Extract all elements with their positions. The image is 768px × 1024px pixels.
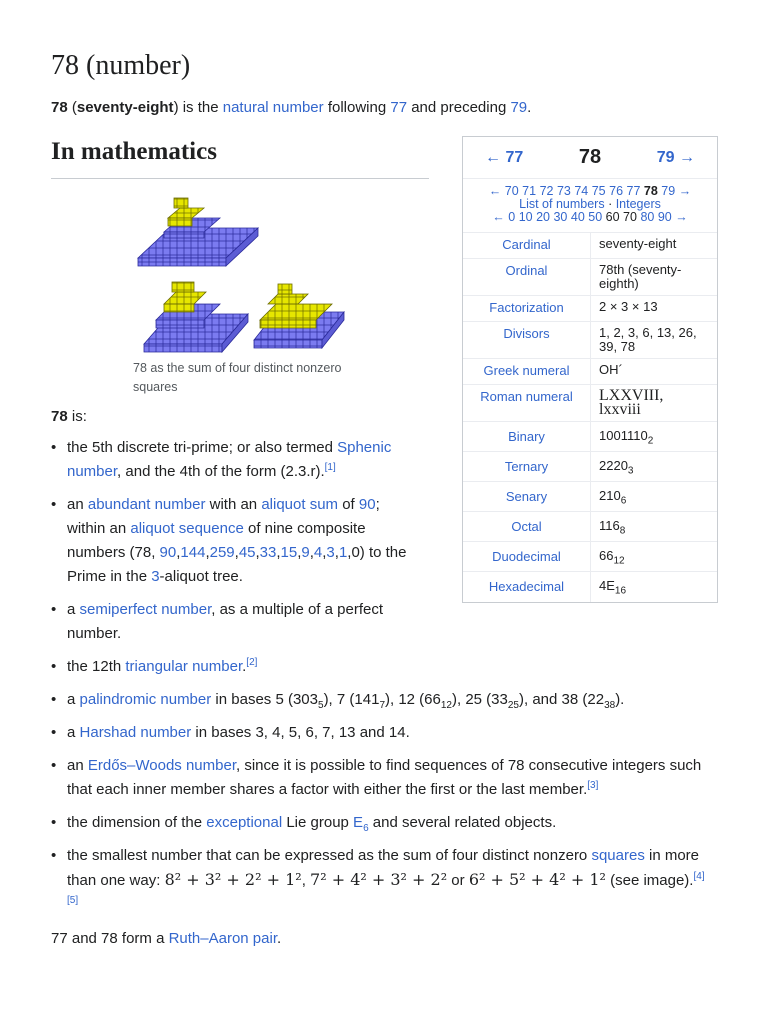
- fact-text: ; within an: [67, 496, 380, 537]
- nav-tens-40[interactable]: 40: [570, 210, 585, 224]
- pyramid-top: [138, 198, 258, 266]
- fact-text: an: [67, 757, 88, 774]
- nav-tens-70: 70: [623, 210, 637, 224]
- intro-text: and preceding: [407, 99, 511, 116]
- infobox-label-roman-numeral[interactable]: Roman numeral: [463, 385, 591, 421]
- reference-link[interactable]: [1]: [324, 462, 336, 473]
- infobox-label-ordinal[interactable]: Ordinal: [463, 259, 591, 295]
- infobox-label-greek-numeral[interactable]: Greek numeral: [463, 359, 591, 384]
- nav-current-number: 78: [643, 184, 658, 198]
- sequence-comma: ,: [297, 544, 302, 561]
- number-infobox: [462, 136, 718, 603]
- pyramid-bottom-left: [144, 282, 248, 352]
- nav-number-74[interactable]: 74: [574, 184, 589, 198]
- nav-tens-80[interactable]: 80: [640, 210, 655, 224]
- infobox-value-factorization: [591, 296, 717, 321]
- infobox-header: [463, 137, 717, 179]
- link-77[interactable]: 77: [390, 99, 408, 116]
- infobox-value-senary: [591, 482, 717, 511]
- section-heading-mathematics: In mathematics: [51, 138, 429, 179]
- nav-tens-prev-arrow[interactable]: ←: [492, 210, 505, 224]
- list-item: [51, 436, 417, 484]
- link-3[interactable]: 3: [151, 568, 160, 585]
- sequence-link-90[interactable]: 90: [159, 544, 177, 561]
- fact-text: the 5th discrete tri-prime; or also termed: [67, 439, 338, 456]
- sequence-comma: ,: [176, 544, 181, 561]
- is-line-bold: 78: [51, 408, 68, 425]
- fact-text: (see image).: [605, 872, 694, 889]
- infobox-row-factorization: [463, 296, 717, 322]
- infobox-value-text: seventy-eight: [599, 236, 677, 251]
- nav-number-73[interactable]: 73: [556, 184, 571, 198]
- fact-text: ), 25 (33: [452, 691, 508, 708]
- infobox-value-text: 2220: [599, 458, 628, 473]
- infobox-row-ordinal: [463, 259, 717, 296]
- sequence-comma: ,: [276, 544, 281, 561]
- nav-prev-arrow[interactable]: ←: [488, 184, 502, 198]
- nav-tens-0[interactable]: 0: [508, 210, 516, 224]
- nav-number-79[interactable]: 79: [661, 184, 676, 198]
- next-number-link[interactable]: 79 →: [656, 148, 695, 166]
- infobox-row-ternary: [463, 452, 717, 482]
- infobox-value-text: 4E: [599, 578, 615, 593]
- nav-tens-30[interactable]: 30: [553, 210, 568, 224]
- infobox-row-cardinal: [463, 233, 717, 259]
- math-expression: 7² + 4² + 3² + 2²: [310, 870, 448, 889]
- infobox-value-greek-numeral: [591, 359, 717, 384]
- ruth-aaron-paragraph: [51, 930, 281, 947]
- infobox-value-ordinal: [591, 259, 717, 295]
- harshad-number-link[interactable]: Harshad number: [79, 724, 192, 741]
- sequence-comma: ,: [334, 544, 339, 561]
- fact-text: a: [67, 601, 80, 618]
- nav-next-arrow[interactable]: →: [678, 184, 692, 198]
- nav-number-70[interactable]: 70: [504, 184, 519, 198]
- nav-number-77[interactable]: 77: [626, 184, 641, 198]
- infobox-navigation: [463, 179, 717, 233]
- fact-text: or: [447, 872, 469, 889]
- base-subscript: 3: [627, 465, 634, 477]
- aliquot-sequence-link[interactable]: aliquot sequence: [130, 520, 244, 537]
- abundant-number-link[interactable]: abundant number: [87, 496, 206, 513]
- natural-number-link[interactable]: natural number: [222, 99, 324, 116]
- infobox-label-duodecimal[interactable]: Duodecimal: [463, 542, 591, 571]
- sequence-link-259[interactable]: 259: [209, 544, 235, 561]
- intro-text: ) is the: [173, 99, 223, 116]
- fact-text: ), 7 (141: [323, 691, 380, 708]
- list-item: [51, 721, 711, 745]
- sequence-link-45[interactable]: 45: [238, 544, 256, 561]
- infobox-value-text: 78th (seventy-eighth): [599, 262, 682, 291]
- fact-text: an: [67, 496, 88, 513]
- fact-text: of nine composite numbers (78,: [67, 520, 366, 561]
- infobox-value-binary: [591, 422, 717, 451]
- intro-text: (: [67, 99, 77, 116]
- semiperfect-number-link[interactable]: semiperfect number: [79, 601, 212, 618]
- fact-text: ), 12 (66: [385, 691, 441, 708]
- sequence-link-144[interactable]: 144: [180, 544, 206, 561]
- triangular-number-link[interactable]: triangular number: [125, 658, 243, 675]
- list-item: [51, 754, 711, 802]
- base-subscript: 7: [379, 700, 385, 711]
- intro-bold-words: seventy-eight: [76, 99, 174, 116]
- infobox-label-divisors[interactable]: Divisors: [463, 322, 591, 358]
- aliquot-sequence-links: [160, 544, 348, 561]
- page-title: 78 (number): [51, 50, 191, 81]
- squares-link[interactable]: squares: [591, 847, 645, 864]
- fact-text: ,: [301, 872, 311, 889]
- base-subscript: 12: [440, 700, 452, 711]
- exceptional-link[interactable]: exceptional: [206, 814, 283, 831]
- fact-text: with an: [205, 496, 262, 513]
- is-line: [51, 408, 87, 425]
- list-item: [51, 844, 711, 917]
- base-subscript: 16: [614, 585, 627, 597]
- link-90[interactable]: 90: [358, 496, 376, 513]
- infobox-label-cardinal[interactable]: Cardinal: [463, 233, 591, 258]
- base-subscript: 38: [604, 700, 616, 711]
- base-subscript: 25: [507, 700, 519, 711]
- infobox-value-hexadecimal: [591, 572, 717, 602]
- infobox-row-senary: [463, 482, 717, 512]
- math-expression: 6² + 5² + 4² + 1²: [468, 870, 606, 889]
- list-item: [51, 655, 711, 679]
- fact-text: ,0) to the Prime in the: [67, 544, 407, 585]
- infobox-value-text: 66: [599, 548, 614, 563]
- fact-text: the dimension of the: [67, 814, 207, 831]
- infobox-label-factorization[interactable]: Factorization: [463, 296, 591, 321]
- list-item: [51, 493, 417, 589]
- fact-text: , as a multiple of a perfect number.: [67, 601, 384, 642]
- infobox-row-duodecimal: [463, 542, 717, 572]
- infobox-row-divisors: [463, 322, 717, 359]
- nav-number-71[interactable]: 71: [522, 184, 537, 198]
- intro-paragraph: [51, 98, 531, 118]
- sequence-link-33[interactable]: 33: [259, 544, 277, 561]
- nav-tens-20[interactable]: 20: [536, 210, 550, 224]
- link-79[interactable]: 79: [510, 99, 528, 116]
- fact-text: in more than one way:: [67, 847, 700, 889]
- intro-text: following: [323, 99, 391, 116]
- nav-tens-60: 60: [605, 210, 620, 224]
- infobox-row-greek-numeral: [463, 359, 717, 385]
- fact-text: .: [242, 658, 247, 675]
- sequence-comma: ,: [255, 544, 260, 561]
- sequence-link-3[interactable]: 3: [326, 544, 335, 561]
- infobox-label-senary[interactable]: Senary: [463, 482, 591, 511]
- infobox-value-text: 116: [599, 518, 620, 533]
- infobox-value-text: 2 × 3 × 13: [599, 299, 658, 314]
- infobox-value-octal: [591, 512, 717, 541]
- infobox-value-text: 1001110: [599, 428, 648, 443]
- sequence-comma: ,: [205, 544, 210, 561]
- nav-tens-next-arrow[interactable]: →: [675, 210, 688, 224]
- nav-tens-10[interactable]: 10: [518, 210, 533, 224]
- nav-tens-row: [463, 211, 717, 224]
- nav-separator: ·: [604, 197, 616, 211]
- fact-text: , and the 4th of the form (2.3.r).: [117, 463, 325, 480]
- reference-link[interactable]: [3]: [587, 780, 599, 791]
- sphenic-number-link[interactable]: Sphenic number: [67, 439, 392, 480]
- cube-pyramids-image: [128, 192, 358, 357]
- base-subscript: 5: [318, 700, 324, 711]
- nav-number-72[interactable]: 72: [539, 184, 554, 198]
- ruth-text: .: [276, 930, 282, 947]
- infobox-label-hexadecimal[interactable]: Hexadecimal: [463, 572, 591, 602]
- fact-text: Lie group: [282, 814, 354, 831]
- fact-text: a: [67, 691, 80, 708]
- math-expression: 8² + 3² + 2² + 1²: [164, 870, 302, 889]
- base-subscript: 8: [619, 525, 626, 537]
- fact-text: the 12th: [67, 658, 126, 675]
- infobox-row-binary: [463, 422, 717, 452]
- ruth-text: 77 and 78 form a: [51, 930, 169, 947]
- sequence-link-1[interactable]: 1: [338, 544, 348, 561]
- sequence-link-4[interactable]: 4: [313, 544, 323, 561]
- infobox-value-text: ΟΗ´: [599, 362, 623, 377]
- prev-number-link[interactable]: ← 77: [485, 148, 524, 166]
- infobox-rows: [463, 233, 717, 602]
- sequence-link-9[interactable]: 9: [301, 544, 310, 561]
- infobox-value-text: LXXVIII, lxxviii: [599, 387, 664, 418]
- sequence-comma: ,: [234, 544, 239, 561]
- infobox-row-roman-numeral: [463, 385, 717, 422]
- fact-text: and several related objects.: [368, 814, 557, 831]
- infobox-label-octal[interactable]: Octal: [463, 512, 591, 541]
- e6-letter: E: [353, 814, 364, 831]
- e6-link[interactable]: [353, 814, 369, 834]
- infobox-label-ternary[interactable]: Ternary: [463, 452, 591, 481]
- nav-number-75[interactable]: 75: [591, 184, 606, 198]
- reference-link[interactable]: [4][5]: [67, 871, 705, 906]
- sequence-comma: ,: [322, 544, 327, 561]
- infobox-value-text: 210: [599, 488, 621, 503]
- infobox-value-cardinal: [591, 233, 717, 258]
- nav-tens-50[interactable]: 50: [588, 210, 603, 224]
- base-subscript: 12: [613, 555, 625, 567]
- fact-text: , since it is possible to find sequences of 78 consecutive integers such that each inner member shares a factor with either the first or the last member.: [67, 757, 702, 798]
- fact-text: ).: [615, 691, 625, 708]
- pyramid-bottom-right: [254, 284, 344, 348]
- infobox-label-binary[interactable]: Binary: [463, 422, 591, 451]
- intro-text: .: [527, 99, 532, 116]
- fact-text: ), and 38 (22: [519, 691, 605, 708]
- fact-text: of: [338, 496, 359, 513]
- reference-link[interactable]: [2]: [246, 657, 258, 668]
- infobox-row-hexadecimal: [463, 572, 717, 602]
- e6-subscript: 6: [363, 823, 369, 834]
- infobox-row-octal: [463, 512, 717, 542]
- intro-bold-number: 78: [51, 99, 68, 116]
- base-subscript: 2: [647, 435, 654, 447]
- fact-text: in bases 3, 4, 5, 6, 7, 13 and 14.: [191, 724, 410, 741]
- nav-tens-90[interactable]: 90: [657, 210, 672, 224]
- current-number: 78: [578, 146, 602, 168]
- infobox-value-roman-numeral: [591, 385, 717, 421]
- erdos-woods-number-link[interactable]: Erdős–Woods number: [87, 757, 236, 774]
- is-line-text: is:: [67, 408, 87, 425]
- fact-text: a: [67, 724, 80, 741]
- fact-text: in bases 5 (303: [211, 691, 318, 708]
- fact-text: -aliquot tree.: [159, 568, 243, 585]
- list-item: [51, 688, 711, 712]
- base-subscript: 6: [620, 495, 627, 507]
- ruth-aaron-pair-link[interactable]: Ruth–Aaron pair: [168, 930, 277, 947]
- sequence-comma: ,: [309, 544, 314, 561]
- infobox-value-text: 1, 2, 3, 6, 13, 26, 39, 78: [599, 325, 697, 354]
- infobox-value-divisors: [591, 322, 717, 358]
- fact-text: the smallest number that can be expressed as the sum of four distinct nonzero: [67, 847, 592, 864]
- nav-number-76[interactable]: 76: [609, 184, 624, 198]
- sequence-link-15[interactable]: 15: [280, 544, 298, 561]
- aliquot-sum-link[interactable]: aliquot sum: [261, 496, 339, 513]
- palindromic-number-link[interactable]: palindromic number: [79, 691, 212, 708]
- infobox-value-duodecimal: [591, 542, 717, 571]
- figure-caption: 78 as the sum of four distinct nonzero squares: [133, 361, 342, 394]
- list-item: [51, 598, 417, 646]
- integers-link[interactable]: Integers: [615, 197, 661, 211]
- list-item: [51, 811, 711, 835]
- list-of-numbers-link[interactable]: List of numbers: [519, 197, 605, 211]
- infobox-value-ternary: [591, 452, 717, 481]
